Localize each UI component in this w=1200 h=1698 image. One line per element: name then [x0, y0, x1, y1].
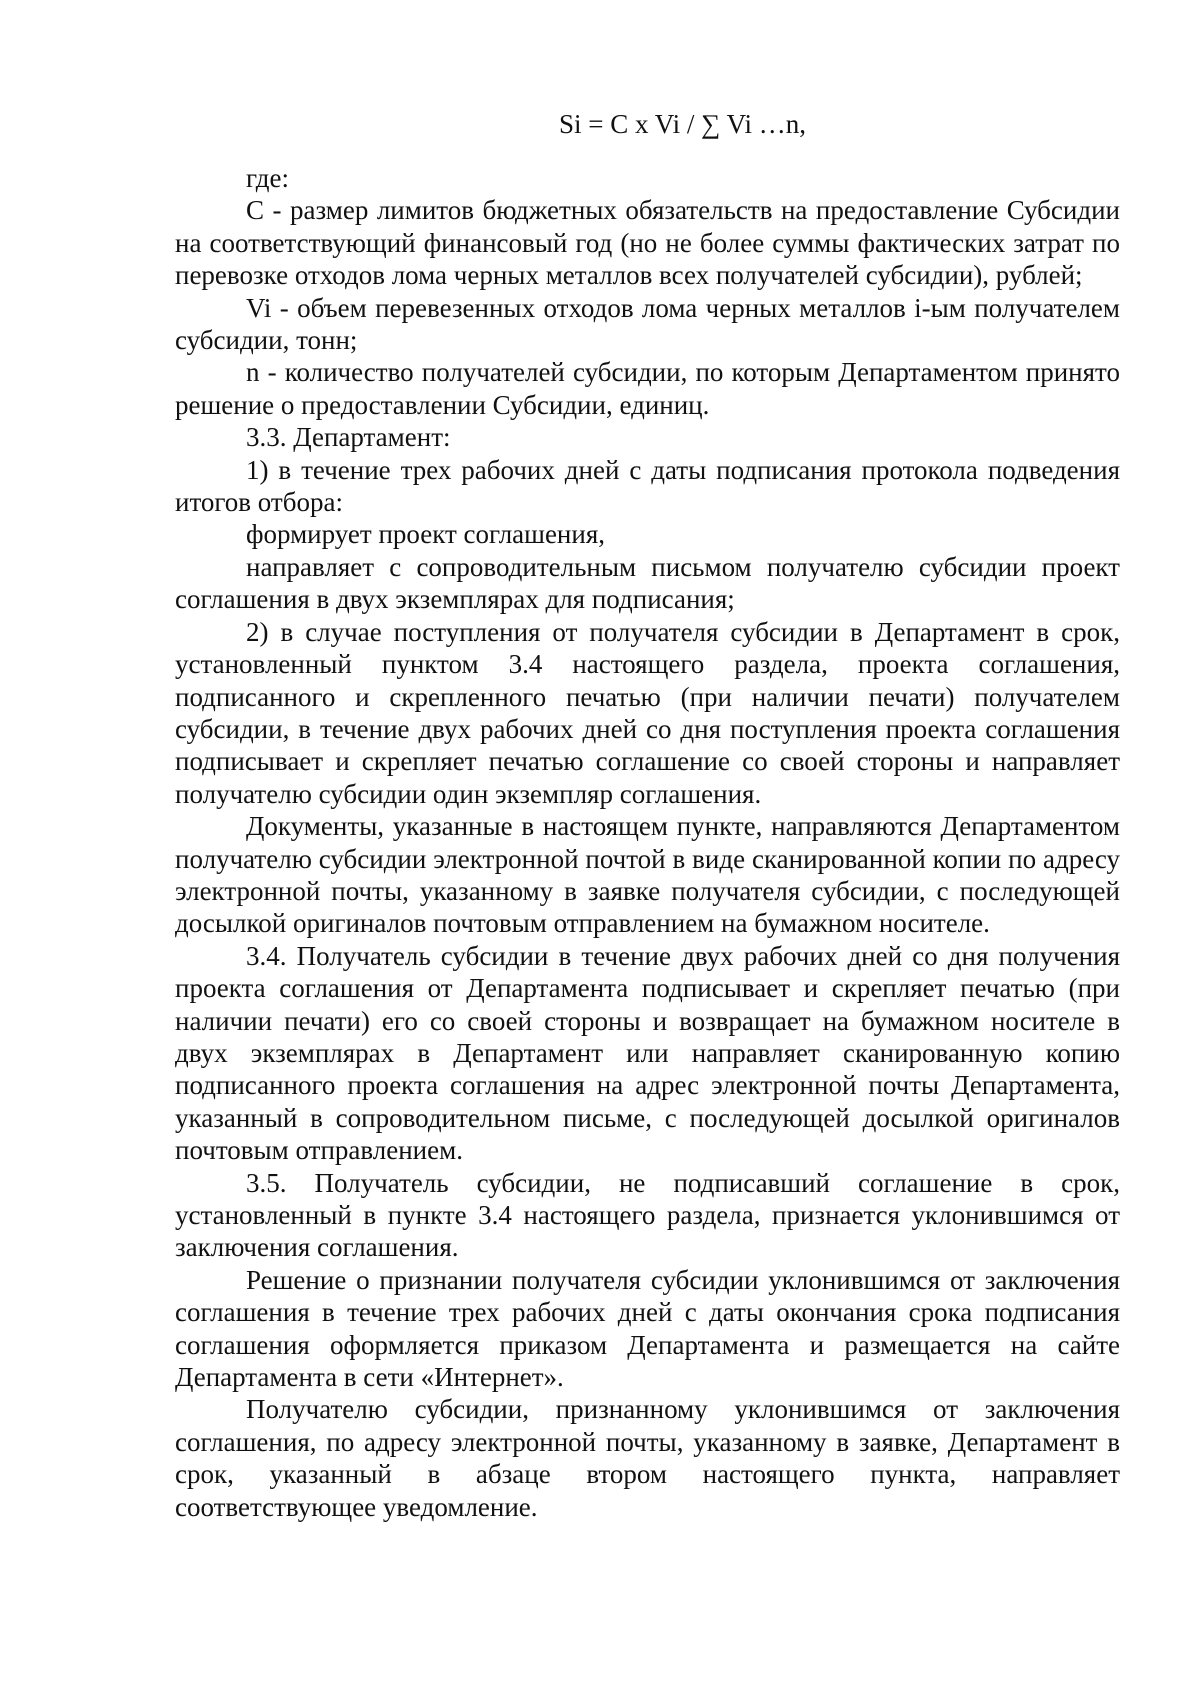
paragraph-3-3-item-2: 2) в случае поступления от получателя субсидии в Департамент в срок, установленный пунктом 3.4 настоящего раздела, проекта соглашения, подписанного и скрепленного печатью (при наличии печати) получателем субсидии, в течение двух рабочих дней со дня поступления проекта соглашения подписывает и скрепляет печатью соглашение со своей стороны и направляет получателю субсидии один экземпляр соглашения. [175, 616, 1120, 809]
subsidy-formula: Si = C x Vi / ∑ Vi …n, [558, 109, 807, 139]
document-body [175, 162, 1120, 1523]
paragraph-sends-draft: направляет с сопроводительным письмом получателю субсидии проект соглашения в двух экземплярах для подписания; [175, 551, 1120, 615]
paragraph-documents-sending: Документы, указанные в настоящем пункте, направляются Департаментом получателю субсидии электронной почтой в виде сканированной копии по адресу электронной почты, указанному в заявке получателя субсидии, с последующей досылкой оригиналов почтовым отправлением на бумажном носителе. [175, 811, 1120, 939]
paragraph-3-3-item-1: 1) в течение трех рабочих дней с даты подписания протокола подведения итогов отбора: [175, 454, 1120, 518]
paragraph-notification: Получателю субсидии, признанному уклонившимся от заключения соглашения, по адресу электронной почты, указанному в заявке, Департамент в срок, указанный в абзаце втором настоящего пункта, направляет соответствующее уведомление. [175, 1394, 1120, 1522]
paragraph-where: где: [246, 163, 289, 193]
paragraph-3-3-heading: 3.3. Департамент: [246, 422, 451, 453]
paragraph-definition-n: n - количество получателей субсидии, по которым Департаментом принято решение о предоставлении Субсидии, единиц. [175, 357, 1120, 420]
paragraph-definition-vi: Vi - объем перевезенных отходов лома черных металлов i-ым получателем субсидии, тонн; [175, 292, 1120, 356]
paragraph-3-4: 3.4. Получатель субсидии в течение двух рабочих дней со дня получения проекта соглашения от Департамента подписывает и скрепляет печатью (при наличии печати) его со своей стороны и возвращает на бумажном носителе в двух экземплярах в Департамент или направляет сканированную копию подписанного проекта соглашения на адрес электронной почты Департамента, указанный в сопроводительном письме, с последующей досылкой оригиналов почтовым отправлением. [175, 940, 1120, 1166]
paragraph-3-5: 3.5. Получатель субсидии, не подписавший соглашение в срок, установленный в пункте 3.4 настоящего раздела, признается уклонившимся от заключения соглашения. [175, 1167, 1120, 1263]
paragraph-decision: Решение о признании получателя субсидии уклонившимся от заключения соглашения в течение трех рабочих дней с даты окончания срока подписания соглашения оформляется приказом Департамента и размещается на сайте Департамента в сети «Интернет». [175, 1264, 1120, 1393]
paragraph-definition-c: C - размер лимитов бюджетных обязательств на предоставление Субсидии на соответствующий финансовый год (но не более суммы фактических затрат по перевозке отходов лома черных металлов всех получателей субсидии), рублей; [175, 195, 1120, 291]
paragraph-forms-draft: формирует проект соглашения, [246, 519, 606, 550]
